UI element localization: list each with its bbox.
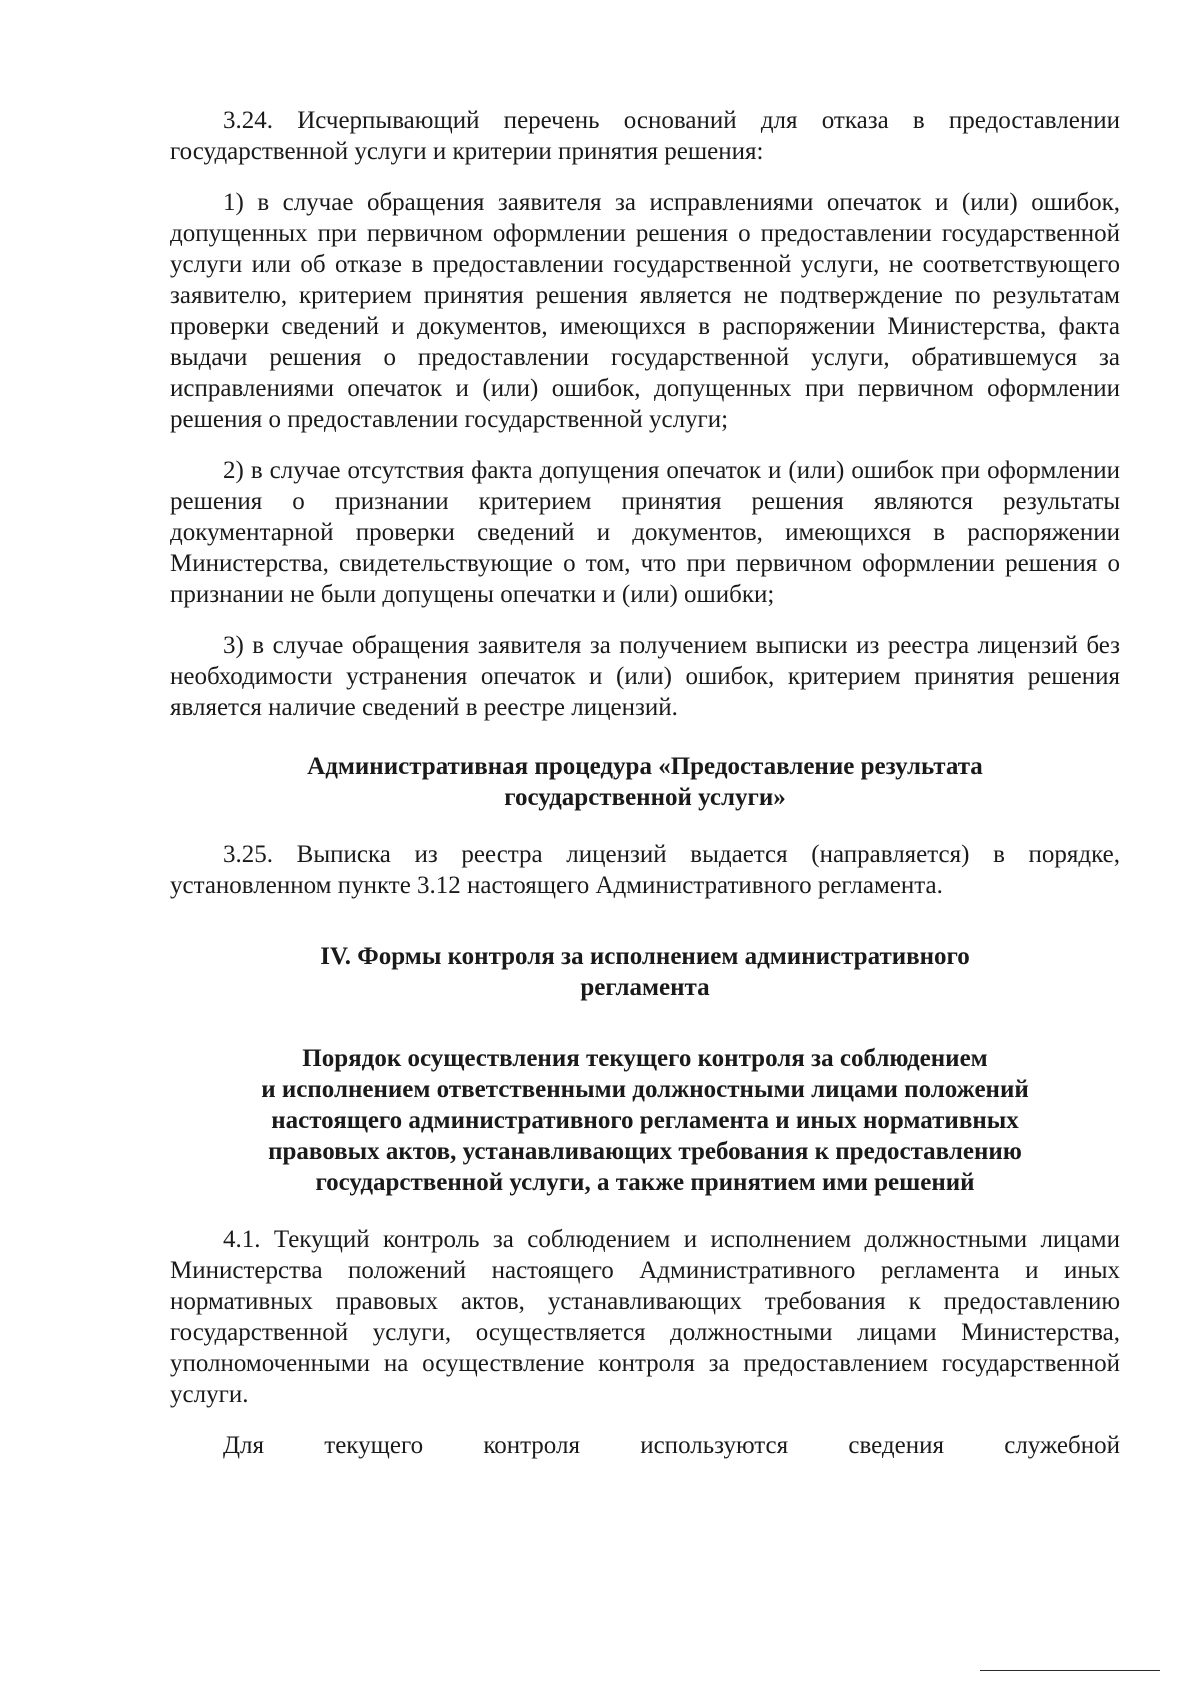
heading-section-iv — [170, 941, 1120, 1003]
heading-line: государственной услуги» — [504, 784, 786, 811]
paragraph-item-1: 1) в случае обращения заявителя за исправлениями опечаток и (или) ошибок, допущенных при первичном оформлении решения о предоставлении государственной услуги или об отказе в предоставлении государственной услуги, не соответствующего заявителю, критерием принятия решения является не подтверждение по результатам проверки сведений и документов, имеющихся в распоряжении Министерства, факта выдачи решения о предоставлении государственной услуги, обратившемуся за исправлениями опечаток и (или) ошибок, допущенных при первичном оформлении решения о предоставлении государственной услуги; — [170, 189, 1120, 433]
heading-line: Порядок осуществления текущего контроля за соблюдением — [302, 1045, 988, 1072]
heading-line: IV. Формы контроля за исполнением административного — [320, 943, 970, 970]
heading-line: Административная процедура «Предоставление результата — [307, 753, 983, 780]
paragraph-3-24-intro: 3.24. Исчерпывающий перечень оснований для отказа в предоставлении государственной услуги и критерии принятия решения: — [170, 107, 1120, 165]
heading-line: настоящего административного регламента и иных нормативных — [271, 1107, 1019, 1134]
heading-line: государственной услуги, а также принятием ими решений — [315, 1169, 975, 1196]
paragraph-3-25: 3.25. Выписка из реестра лицензий выдается (направляется) в порядке, установленном пункте 3.12 настоящего Административного регламента. — [170, 841, 1120, 899]
heading-line: регламента — [580, 974, 710, 1001]
heading-line: правовых актов, устанавливающих требования к предоставлению — [268, 1138, 1022, 1165]
paragraph-tail: Для текущего контроля используются сведения служебной — [223, 1432, 1120, 1459]
paragraph-4-1: 4.1. Текущий контроль за соблюдением и исполнением должностными лицами Министерства положений настоящего Административного регламента и иных нормативных правовых актов, устанавливающих требования к предоставлению государственной услуги, осуществляется должностными лицами Министерства, уполномоченными на осуществление контроля за предоставлением государственной услуги. — [170, 1226, 1120, 1408]
heading-line: и исполнением ответственными должностными лицами положений — [261, 1076, 1029, 1103]
heading-control-order — [170, 1043, 1120, 1198]
heading-administrative-procedure — [170, 751, 1120, 813]
paragraph-item-2: 2) в случае отсутствия факта допущения опечаток и (или) ошибок при оформлении решения о признании критерием принятия решения являются результаты документарной проверки сведений и документов, имеющихся в распоряжении Министерства, свидетельствующие о том, что при первичном оформлении решения о признании не были допущены опечатки и (или) ошибки; — [170, 457, 1120, 608]
paragraph-item-3: 3) в случае обращения заявителя за получением выписки из реестра лицензий без необходимости устранения опечаток и (или) ошибок, критерием принятия решения является наличие сведений в реестре лицензий. — [170, 632, 1120, 721]
document-body — [170, 105, 1120, 1461]
footer-rule — [980, 1670, 1160, 1671]
